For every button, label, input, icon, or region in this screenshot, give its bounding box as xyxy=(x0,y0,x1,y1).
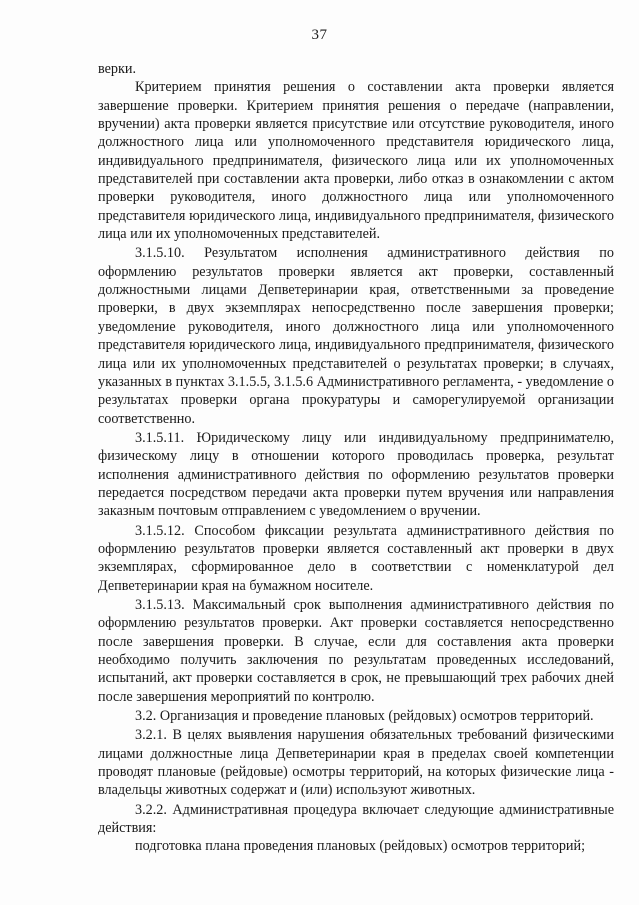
page-number: 37 xyxy=(311,27,328,43)
paragraph-3-2: 3.2. Организация и проведение плановых (рейдовых) осмотров территорий. xyxy=(135,708,594,725)
paragraph-3-2-1: 3.2.1. В целях выявления нарушения обязательных требований физическими лицами должностные лица Депветеринарии края в пределах своей компетенции проводят плановые (рейдовые) осмотры территорий, на которых физические лица - владельцы животных содержат и (или) используют животных. xyxy=(98,727,614,799)
paragraph-3-1-5-11: 3.1.5.11. Юридическому лицу или индивидуальному предпринимателю, физическому лицу в отношении которого проводилась проверка, результат исполнения административного действия по оформлению результатов проверки передается посредством передачи акта проверки путем вручения или направления заказным почтовым отправлением с уведомлением о вручении. xyxy=(98,429,614,520)
paragraph-continuation: верки. xyxy=(98,61,137,77)
paragraph-3-1-5-12: 3.1.5.12. Способом фиксации результата административного действия по оформлению результатов проверки является составленный акт проверки в двух экземплярах, сформированное дело в соответствии с номенклатурой дел Депветеринарии края на бумажном носителе. xyxy=(98,522,614,594)
paragraph-act-criteria: Критерием принятия решения о составлении акта проверки является завершение проверки. Критерием принятия решения о передаче (направлении, вручении) акта проверки является присутствие или отсутствие руководителя, иного должностного лица или уполномоченного представителя юридического лица, индивидуального предпринимателя, физического лица или их уполномоченных представителей при составлении акта проверки, либо отказ в ознакомлении с актом проверки руководителя, иного должностного лица или уполномоченного представителя юридического лица, индивидуального предпринимателя, физического лица или их уполномоченных представителей. xyxy=(98,79,614,243)
paragraph-plan-preparation: подготовка плана проведения плановых (рейдовых) осмотров территорий; xyxy=(135,838,586,855)
body-text xyxy=(98,60,614,856)
paragraph-3-1-5-10: 3.1.5.10. Результатом исполнения административного действия по оформлению результатов проверки является акт проверки, составленный должностными лицами Депветеринарии края, ответственными за проведение проверки, в двух экземплярах непосредственно после завершения проверки; уведомление руководителя, иного должностного лица или уполномоченного представителя юридического лица, индивидуального предпринимателя, физического лица или их уполномоченных представителей о результатах проверки; в случаях, указанных в пунктах 3.1.5.5, 3.1.5.6 Административного регламента, - уведомление о результатах проверки органа прокуратуры и саморегулируемой организации соответственно. xyxy=(98,245,614,427)
paragraph-3-2-2: 3.2.2. Административная процедура включает следующие административные действия: xyxy=(98,801,614,837)
paragraph-3-1-5-13: 3.1.5.13. Максимальный срок выполнения административного действия по оформлению результатов проверки. Акт проверки составляется непосредственно после завершения проверки. В случае, если для составления акта проверки необходимо получить заключения по результатам проведенных исследований, испытаний, акт проверки составляется в срок, не превышающий трех рабочих дней после завершения мероприятий по контролю. xyxy=(98,596,614,705)
